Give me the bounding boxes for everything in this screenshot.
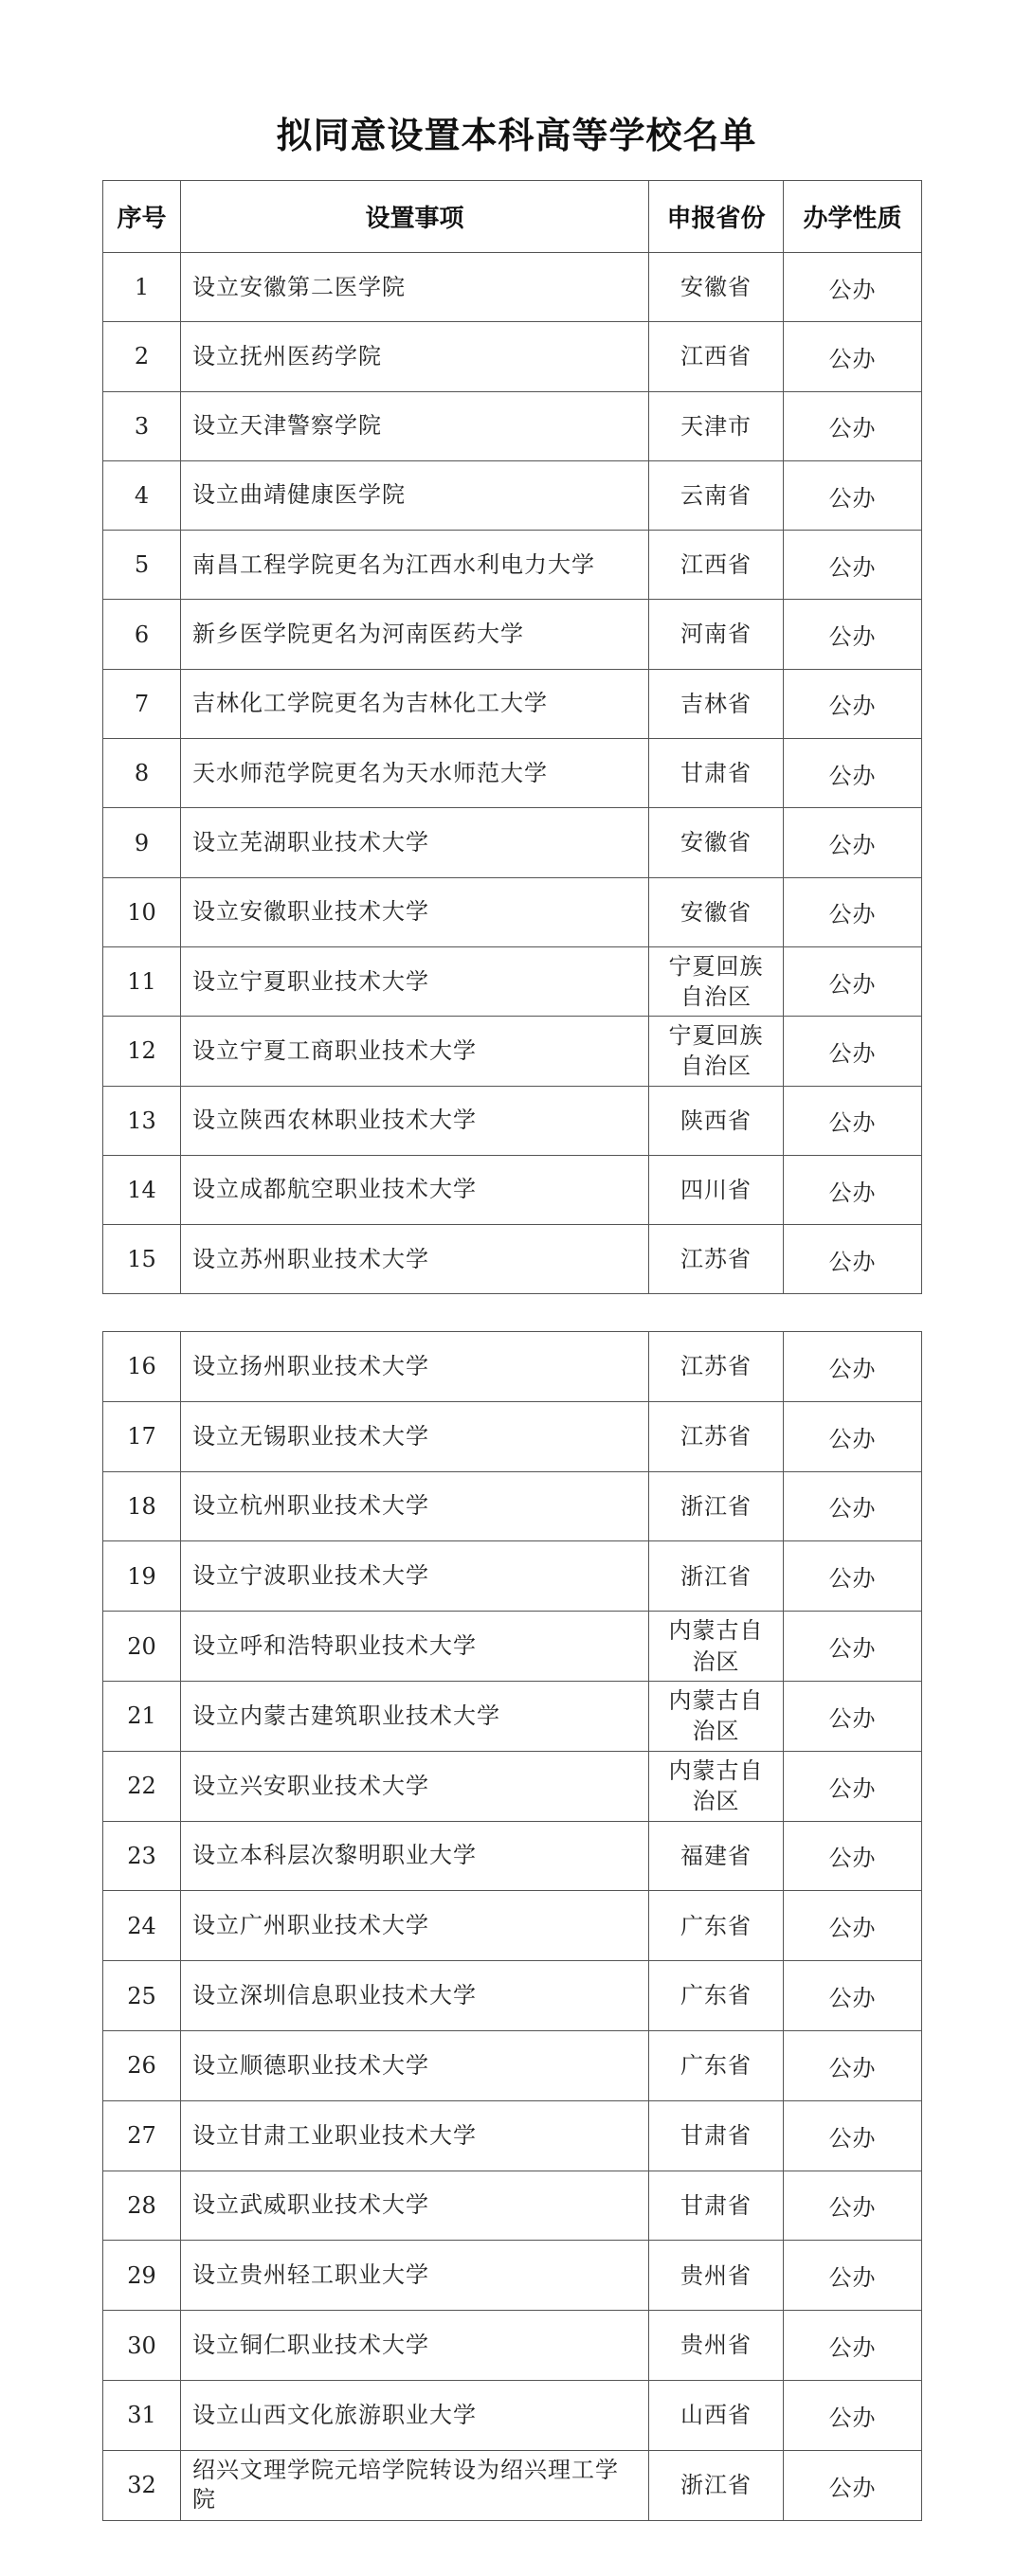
row-item-cell: 设立成都航空职业技术大学 <box>181 1155 649 1224</box>
row-province-cell: 内蒙古自 治区 <box>649 1612 784 1682</box>
row-item-cell: 设立内蒙古建筑职业技术大学 <box>181 1681 649 1751</box>
row-nature-cell: 公办 <box>784 877 922 946</box>
row-province-cell: 甘肃省 <box>649 739 784 808</box>
table-row <box>103 1332 922 1402</box>
table-row <box>103 1821 922 1891</box>
row-item-cell: 设立安徽第二医学院 <box>181 253 649 322</box>
table-row <box>103 391 922 460</box>
row-item-cell: 设立广州职业技术大学 <box>181 1891 649 1961</box>
row-item-cell: 设立无锡职业技术大学 <box>181 1401 649 1471</box>
row-seq-cell: 28 <box>103 2171 181 2241</box>
table-row <box>103 1612 922 1682</box>
row-nature-cell: 公办 <box>784 391 922 460</box>
row-item-cell: 设立呼和浩特职业技术大学 <box>181 1612 649 1682</box>
row-nature-cell: 公办 <box>784 1332 922 1402</box>
row-item-cell: 设立杭州职业技术大学 <box>181 1471 649 1541</box>
row-item-cell: 设立抚州医药学院 <box>181 322 649 391</box>
row-seq-cell: 14 <box>103 1155 181 1224</box>
row-province-cell: 安徽省 <box>649 808 784 877</box>
table-row <box>103 1155 922 1224</box>
row-nature-cell: 公办 <box>784 1541 922 1612</box>
row-nature-cell: 公办 <box>784 2171 922 2241</box>
row-item-cell: 设立深圳信息职业技术大学 <box>181 1961 649 2031</box>
row-province-cell: 安徽省 <box>649 877 784 946</box>
row-nature-cell: 公办 <box>784 2241 922 2311</box>
row-item-cell: 设立本科层次黎明职业大学 <box>181 1821 649 1891</box>
row-item-cell: 设立苏州职业技术大学 <box>181 1225 649 1294</box>
table-row <box>103 2311 922 2381</box>
row-seq-cell: 2 <box>103 322 181 391</box>
school-list-table-part1 <box>102 180 922 1294</box>
row-seq-cell: 25 <box>103 1961 181 2031</box>
row-item-cell: 设立兴安职业技术大学 <box>181 1751 649 1821</box>
row-province-cell: 甘肃省 <box>649 2100 784 2171</box>
row-item-cell: 设立甘肃工业职业技术大学 <box>181 2100 649 2171</box>
row-seq-cell: 10 <box>103 877 181 946</box>
row-nature-cell: 公办 <box>784 2450 922 2520</box>
table-row <box>103 1086 922 1155</box>
row-nature-cell: 公办 <box>784 739 922 808</box>
table-row <box>103 600 922 669</box>
row-seq-cell: 29 <box>103 2241 181 2311</box>
row-nature-cell: 公办 <box>784 1017 922 1086</box>
row-province-cell: 贵州省 <box>649 2241 784 2311</box>
row-item-cell: 设立陕西农林职业技术大学 <box>181 1086 649 1155</box>
row-province-cell: 浙江省 <box>649 2450 784 2520</box>
school-list-table-part2 <box>102 1331 922 2521</box>
page-title: 拟同意设置本科高等学校名单 <box>276 114 757 156</box>
row-seq-cell: 11 <box>103 946 181 1016</box>
row-nature-cell: 公办 <box>784 531 922 600</box>
table-row <box>103 2030 922 2100</box>
row-province-cell: 宁夏回族 自治区 <box>649 946 784 1016</box>
table-body-part2 <box>103 1332 922 2521</box>
row-item-cell: 设立宁夏职业技术大学 <box>181 946 649 1016</box>
row-item-cell: 设立扬州职业技术大学 <box>181 1332 649 1402</box>
row-item-cell: 设立曲靖健康医学院 <box>181 460 649 530</box>
row-seq-cell: 8 <box>103 739 181 808</box>
row-item-cell: 设立顺德职业技术大学 <box>181 2030 649 2100</box>
header-province: 申报省份 <box>649 181 784 253</box>
row-nature-cell: 公办 <box>784 1891 922 1961</box>
row-item-cell: 设立芜湖职业技术大学 <box>181 808 649 877</box>
table-header-row <box>103 181 922 253</box>
table-row <box>103 1541 922 1612</box>
row-province-cell: 内蒙古自 治区 <box>649 1681 784 1751</box>
row-seq-cell: 7 <box>103 669 181 738</box>
row-item-cell: 设立宁波职业技术大学 <box>181 1541 649 1612</box>
row-seq-cell: 15 <box>103 1225 181 1294</box>
row-nature-cell: 公办 <box>784 2380 922 2450</box>
row-seq-cell: 4 <box>103 460 181 530</box>
row-nature-cell: 公办 <box>784 1155 922 1224</box>
row-province-cell: 陕西省 <box>649 1086 784 1155</box>
row-seq-cell: 23 <box>103 1821 181 1891</box>
table-row <box>103 1751 922 1821</box>
row-item-cell: 设立武威职业技术大学 <box>181 2171 649 2241</box>
table-body-part1 <box>103 253 922 1294</box>
row-nature-cell: 公办 <box>784 1225 922 1294</box>
row-item-cell: 南昌工程学院更名为江西水利电力大学 <box>181 531 649 600</box>
row-province-cell: 广东省 <box>649 2030 784 2100</box>
row-seq-cell: 13 <box>103 1086 181 1155</box>
table-row <box>103 322 922 391</box>
row-seq-cell: 18 <box>103 1471 181 1541</box>
row-item-cell: 设立安徽职业技术大学 <box>181 877 649 946</box>
row-province-cell: 福建省 <box>649 1821 784 1891</box>
table-row <box>103 1017 922 1086</box>
row-seq-cell: 17 <box>103 1401 181 1471</box>
row-province-cell: 贵州省 <box>649 2311 784 2381</box>
row-item-cell: 新乡医学院更名为河南医药大学 <box>181 600 649 669</box>
row-nature-cell: 公办 <box>784 2311 922 2381</box>
row-seq-cell: 22 <box>103 1751 181 1821</box>
table-row <box>103 946 922 1016</box>
row-item-cell: 设立铜仁职业技术大学 <box>181 2311 649 2381</box>
row-province-cell: 四川省 <box>649 1155 784 1224</box>
table-row <box>103 2241 922 2311</box>
row-province-cell: 安徽省 <box>649 253 784 322</box>
row-nature-cell: 公办 <box>784 1401 922 1471</box>
table-row <box>103 669 922 738</box>
table-row <box>103 2100 922 2171</box>
table-row <box>103 2450 922 2520</box>
table-row <box>103 531 922 600</box>
row-seq-cell: 6 <box>103 600 181 669</box>
row-province-cell: 甘肃省 <box>649 2171 784 2241</box>
row-seq-cell: 20 <box>103 1612 181 1682</box>
row-province-cell: 云南省 <box>649 460 784 530</box>
row-province-cell: 江西省 <box>649 322 784 391</box>
row-seq-cell: 21 <box>103 1681 181 1751</box>
row-seq-cell: 31 <box>103 2380 181 2450</box>
row-seq-cell: 24 <box>103 1891 181 1961</box>
row-nature-cell: 公办 <box>784 1681 922 1751</box>
row-nature-cell: 公办 <box>784 946 922 1016</box>
row-province-cell: 吉林省 <box>649 669 784 738</box>
row-nature-cell: 公办 <box>784 460 922 530</box>
row-item-cell: 设立宁夏工商职业技术大学 <box>181 1017 649 1086</box>
table-row <box>103 1225 922 1294</box>
row-item-cell: 天水师范学院更名为天水师范大学 <box>181 739 649 808</box>
row-seq-cell: 12 <box>103 1017 181 1086</box>
row-nature-cell: 公办 <box>784 253 922 322</box>
row-nature-cell: 公办 <box>784 2100 922 2171</box>
header-seq: 序号 <box>103 181 181 253</box>
row-seq-cell: 27 <box>103 2100 181 2171</box>
row-nature-cell: 公办 <box>784 1751 922 1821</box>
row-province-cell: 江苏省 <box>649 1225 784 1294</box>
row-seq-cell: 16 <box>103 1332 181 1402</box>
row-nature-cell: 公办 <box>784 1471 922 1541</box>
header-item: 设置事项 <box>181 181 649 253</box>
row-seq-cell: 9 <box>103 808 181 877</box>
row-province-cell: 山西省 <box>649 2380 784 2450</box>
row-nature-cell: 公办 <box>784 2030 922 2100</box>
header-nature: 办学性质 <box>784 181 922 253</box>
table-row <box>103 1471 922 1541</box>
table-row <box>103 253 922 322</box>
row-province-cell: 宁夏回族 自治区 <box>649 1017 784 1086</box>
row-province-cell: 江西省 <box>649 531 784 600</box>
row-nature-cell: 公办 <box>784 1961 922 2031</box>
row-seq-cell: 1 <box>103 253 181 322</box>
row-nature-cell: 公办 <box>784 1821 922 1891</box>
row-seq-cell: 3 <box>103 391 181 460</box>
table-row <box>103 877 922 946</box>
row-item-cell: 吉林化工学院更名为吉林化工大学 <box>181 669 649 738</box>
row-province-cell: 广东省 <box>649 1891 784 1961</box>
row-province-cell: 广东省 <box>649 1961 784 2031</box>
row-nature-cell: 公办 <box>784 1612 922 1682</box>
table-row <box>103 739 922 808</box>
row-item-cell: 设立山西文化旅游职业大学 <box>181 2380 649 2450</box>
row-province-cell: 河南省 <box>649 600 784 669</box>
row-item-cell: 设立天津警察学院 <box>181 391 649 460</box>
row-seq-cell: 26 <box>103 2030 181 2100</box>
row-item-cell: 设立贵州轻工职业大学 <box>181 2241 649 2311</box>
table-row <box>103 1961 922 2031</box>
table-row <box>103 1891 922 1961</box>
table-row <box>103 808 922 877</box>
row-province-cell: 天津市 <box>649 391 784 460</box>
row-seq-cell: 30 <box>103 2311 181 2381</box>
row-seq-cell: 5 <box>103 531 181 600</box>
row-seq-cell: 19 <box>103 1541 181 1612</box>
table-row <box>103 1681 922 1751</box>
row-nature-cell: 公办 <box>784 669 922 738</box>
row-nature-cell: 公办 <box>784 322 922 391</box>
table-row <box>103 1401 922 1471</box>
row-province-cell: 浙江省 <box>649 1471 784 1541</box>
row-province-cell: 浙江省 <box>649 1541 784 1612</box>
table-row <box>103 2171 922 2241</box>
row-province-cell: 江苏省 <box>649 1401 784 1471</box>
row-nature-cell: 公办 <box>784 600 922 669</box>
row-seq-cell: 32 <box>103 2450 181 2520</box>
table-row <box>103 2380 922 2450</box>
row-province-cell: 内蒙古自 治区 <box>649 1751 784 1821</box>
row-nature-cell: 公办 <box>784 1086 922 1155</box>
row-province-cell: 江苏省 <box>649 1332 784 1402</box>
row-nature-cell: 公办 <box>784 808 922 877</box>
table-row <box>103 460 922 530</box>
row-item-cell: 绍兴文理学院元培学院转设为绍兴理工学院 <box>181 2450 649 2520</box>
